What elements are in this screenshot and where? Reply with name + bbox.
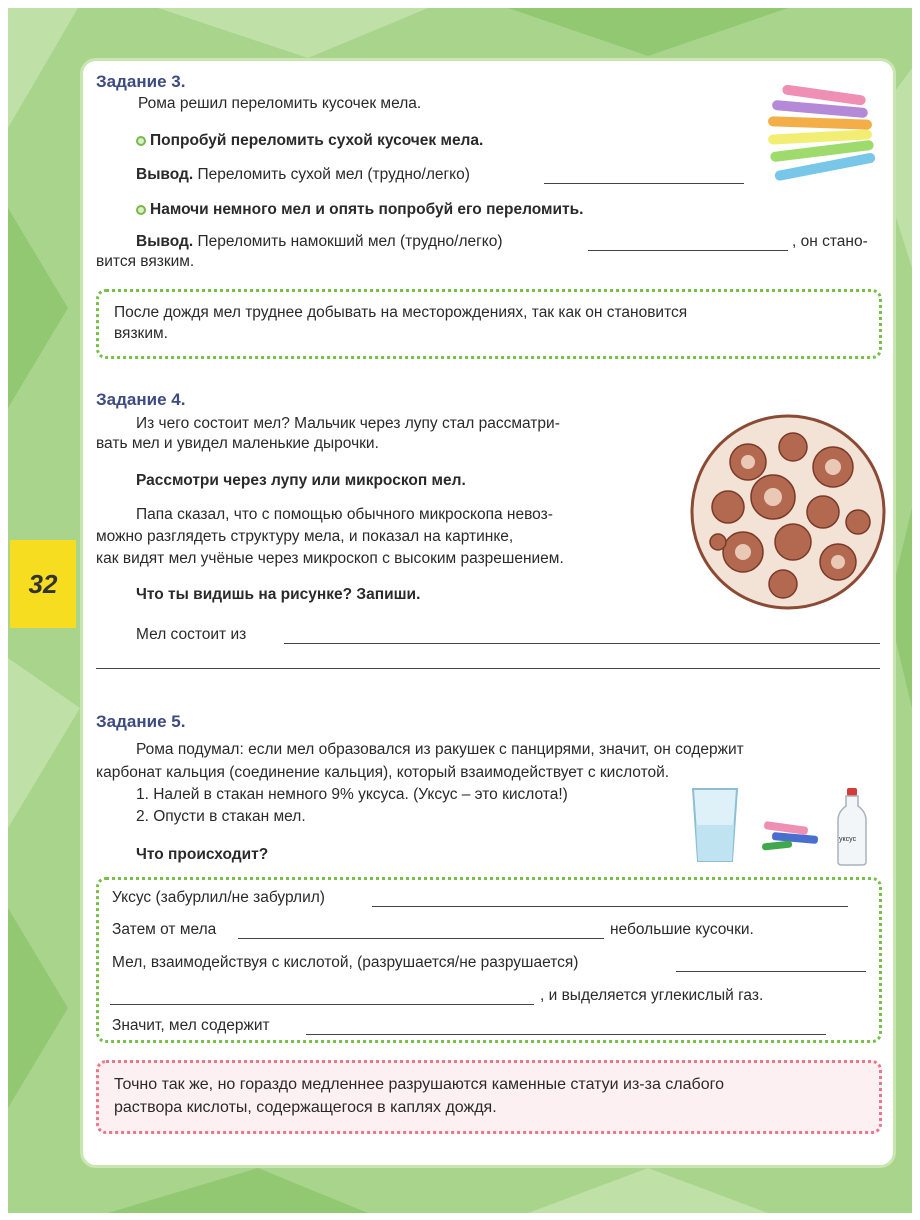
bullet-icon bbox=[136, 136, 146, 146]
chalk-pieces-image bbox=[760, 820, 826, 854]
task5-question: Что происходит? bbox=[136, 846, 269, 863]
task5-box-line5: Значит, мел содержит bbox=[112, 1017, 270, 1034]
task3-conclusion2-label: Вывод. bbox=[136, 233, 194, 250]
task5-note-box bbox=[96, 1060, 882, 1134]
task4-answer-field[interactable] bbox=[284, 643, 880, 644]
task3-step2-text: Намочи немного мел и опять попробуй его переломить. bbox=[150, 201, 584, 218]
task5-answer5-field[interactable] bbox=[306, 1034, 826, 1035]
task4-para-line3: как видят мел учёные через микроскоп с высоким разрешением. bbox=[96, 550, 564, 567]
task5-note-line1: Точно так же, но гораздо медленнее разрушаются каменные статуи из-за слабого bbox=[114, 1076, 724, 1093]
task3-title: Задание 3. bbox=[96, 72, 186, 91]
glass-image bbox=[690, 785, 740, 865]
task3-step2 bbox=[136, 200, 583, 220]
task5-intro-line2: карбонат кальция (соединение кальция), который взаимодействует с кислотой. bbox=[96, 764, 670, 781]
task3-conclusion2-text: Переломить намокший мел (трудно/легко) bbox=[197, 233, 503, 250]
chalk-sticks-image bbox=[764, 84, 880, 194]
task3-note-line1: После дождя мел труднее добывать на месторождениях, так как он становится bbox=[114, 304, 688, 321]
vinegar-bottle-image bbox=[836, 788, 868, 866]
task5-note-line2: раствора кислоты, содержащегося в каплях дождя. bbox=[114, 1099, 497, 1116]
task3-conclusion2-end: , он стано- bbox=[792, 233, 868, 250]
chalk-microscope-image bbox=[688, 412, 888, 612]
vinegar-bottle-label: уксус bbox=[839, 836, 857, 843]
task3-note-text bbox=[114, 302, 868, 344]
task3-step1-text: Попробуй переломить сухой кусочек мела. bbox=[150, 132, 484, 149]
task5-step1: 1. Налей в стакан немного 9% уксуса. (Уксус – это кислота!) bbox=[136, 786, 568, 803]
task3-answer2-field[interactable] bbox=[588, 250, 788, 251]
task3-conclusion1-label: Вывод. bbox=[136, 166, 194, 183]
task5-step2: 2. Опусти в стакан мел. bbox=[136, 808, 306, 825]
task4-intro-line1: Из чего состоит мел? Мальчик через лупу стал рассматри- bbox=[136, 415, 560, 432]
task4-answer-prefix: Мел состоит из bbox=[136, 626, 247, 643]
task3-conclusion2-line2: вится вязким. bbox=[96, 253, 195, 270]
task3-conclusion2 bbox=[136, 232, 503, 252]
task3-answer1-field[interactable] bbox=[544, 183, 744, 184]
task5-box-line2-start: Затем от мела bbox=[112, 921, 217, 938]
task5-box-line1: Уксус (забурлил/не забурлил) bbox=[112, 889, 325, 906]
task5-box-line2-end: небольшие кусочки. bbox=[610, 921, 754, 938]
task4-question: Что ты видишь на рисунке? Запиши. bbox=[136, 586, 421, 603]
task5-title: Задание 5. bbox=[96, 712, 186, 731]
task3-note-line2: вязким. bbox=[114, 325, 168, 342]
task5-box-line3: Мел, взаимодействуя с кислотой, (разрушается/не разрушается) bbox=[112, 954, 579, 971]
task4-intro-line2: вать мел и увидел маленькие дырочки. bbox=[96, 435, 379, 452]
task5-answer3-field[interactable] bbox=[676, 971, 866, 972]
task4-para-line1: Папа сказал, что с помощью обычного микроскопа невоз- bbox=[136, 506, 553, 523]
task5-answer4-field[interactable] bbox=[110, 1004, 534, 1005]
task3-intro: Рома решил переломить кусочек мела. bbox=[138, 95, 422, 112]
task3-step1 bbox=[136, 131, 483, 151]
bullet-icon bbox=[136, 205, 146, 215]
task4-answer-field-2[interactable] bbox=[96, 668, 880, 669]
task4-para-line2: можно разглядеть структуру мела, и показал на картинке, bbox=[96, 528, 514, 545]
task3-conclusion1-text: Переломить сухой мел (трудно/легко) bbox=[197, 166, 470, 183]
page-number: 32 bbox=[10, 540, 76, 628]
task5-answer2-field[interactable] bbox=[238, 938, 604, 939]
task3-conclusion1 bbox=[136, 165, 470, 185]
task4-instruction: Рассмотри через лупу или микроскоп мел. bbox=[136, 472, 466, 489]
task5-intro-line1: Рома подумал: если мел образовался из ракушек с панцирями, значит, он содержит bbox=[136, 741, 744, 758]
task5-box-line4-end: , и выделяется углекислый газ. bbox=[540, 987, 764, 1004]
task4-title: Задание 4. bbox=[96, 390, 186, 409]
task5-answer1-field[interactable] bbox=[372, 906, 848, 907]
